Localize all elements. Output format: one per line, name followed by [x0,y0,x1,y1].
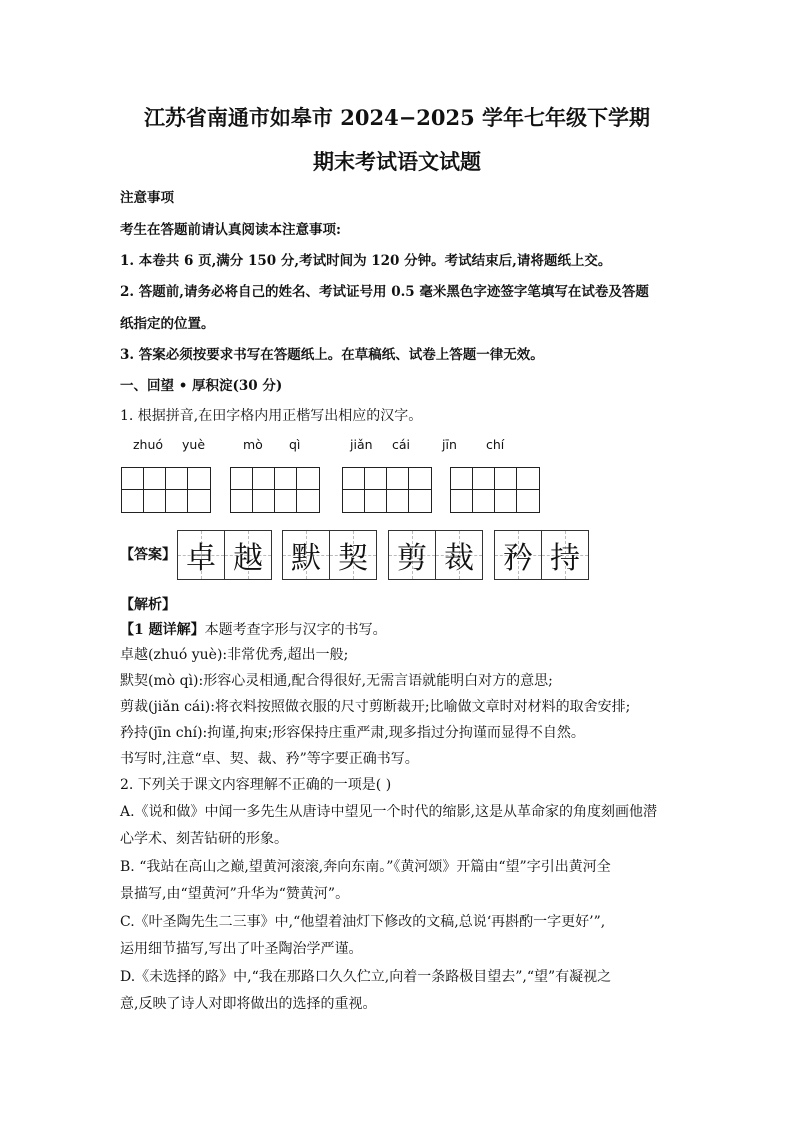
answer-char-7: 矜 [495,531,542,579]
answer-char-3: 默 [283,531,330,579]
option-a-line-2: 心学术、刻苦钻研的形象。 [120,831,288,847]
option-a-line-1: A.《说和做》中闻一多先生从唐诗中望见一个时代的缩影,这是从革命家的角度刻画他潜 [120,804,658,820]
answer-label: 【答案】 [120,547,176,563]
analysis-line-1: 卓越(zhuó yuè):非常优秀,超出一般; [120,647,349,663]
answer-grid-2 [282,530,377,580]
answer-char-4: 契 [330,531,376,579]
answer-char-6: 裁 [436,531,482,579]
pinyin-4: qì [289,437,301,452]
writing-grid-1 [121,467,211,513]
writing-grid-2 [230,467,320,513]
analysis-label: 【解析】 [120,597,176,613]
notice-item-2b: 纸指定的位置。 [120,316,215,332]
writing-grid-4 [450,467,540,513]
notice-intro: 考生在答题前请认真阅读本注意事项: [120,222,341,238]
answer-grid-3 [388,530,483,580]
exam-title-line1: 江苏省南通市如皋市 2024−2025 学年七年级下学期 [143,105,651,130]
notice-item-1: 1. 本卷共 6 页,满分 150 分,考试时间为 120 分钟。考试结束后,请将题纸上交。 [120,253,612,269]
option-d-line-1: D.《未选择的路》中,“我在那路口久久伫立,向着一条路极目望去”,“望”有凝视之 [120,969,612,985]
analysis-line-4: 矜持(jīn chí):拘谨,拘束;形容保持庄重严肃,现多指过分拘谨而显得不自然。 [120,725,585,741]
detail-label: 【1 题详解】 [120,622,205,638]
writing-grid-3 [342,467,432,513]
question-2-stem: 2. 下列关于课文内容理解不正确的一项是( ) [120,777,392,793]
detail-text: 本题考查字形与汉字的书写。 [204,622,387,638]
answer-char-2: 越 [225,531,271,579]
pinyin-2: yuè [182,437,206,452]
pinyin-5: jiǎn [350,437,373,452]
detail-line [120,619,387,639]
notice-item-2a: 2. 答题前,请务必将自己的姓名、考试证号用 0.5 毫米黑色字迹签字笔填写在试卷及答题 [120,284,649,300]
option-c-line-1: C.《叶圣陶先生二三事》中,“他望着油灯下修改的文稿,总说‘再斟酌一字更好’”, [120,914,606,930]
section-1-heading: 一、回望 • 厚积淀(30 分) [120,378,283,394]
pinyin-7: jīn [442,437,457,452]
answer-char-1: 卓 [178,531,225,579]
option-c-line-2: 运用细节描写,写出了叶圣陶治学严谨。 [120,941,363,957]
pinyin-1: zhuó [133,437,164,452]
analysis-line-3: 剪裁(jiǎn cái):将衣料按照做衣服的尺寸剪断裁开;比喻做文章时对材料的取舍安排; [120,699,631,715]
pinyin-3: mò [243,437,263,452]
analysis-line-2: 默契(mò qì):形容心灵相通,配合得很好,无需言语就能明白对方的意思; [120,673,553,689]
question-1-stem: 1. 根据拼音,在田字格内用正楷写出相应的汉字。 [120,408,423,424]
answer-grid-4 [494,530,589,580]
answer-char-8: 持 [542,531,588,579]
exam-title-line2: 期末考试语文试题 [313,149,481,174]
answer-grid-1 [177,530,272,580]
pinyin-8: chí [486,437,505,452]
option-b-line-2: 景描写,由“望黄河”升华为“赞黄河”。 [120,886,350,902]
pinyin-6: cái [392,437,411,452]
analysis-line-5: 书写时,注意“卓、契、裁、矜”等字要正确书写。 [120,751,419,767]
answer-char-5: 剪 [389,531,436,579]
notice-heading: 注意事项 [120,190,174,206]
notice-item-3: 3. 答案必须按要求书写在答题纸上。在草稿纸、试卷上答题一律无效。 [120,347,544,363]
option-d-line-2: 意,反映了诗人对即将做出的选择的重视。 [120,996,377,1012]
option-b-line-1: B. “我站在高山之巅,望黄河滚滚,奔向东南。”《黄河颂》开篇由“望”字引出黄河全 [120,859,611,875]
